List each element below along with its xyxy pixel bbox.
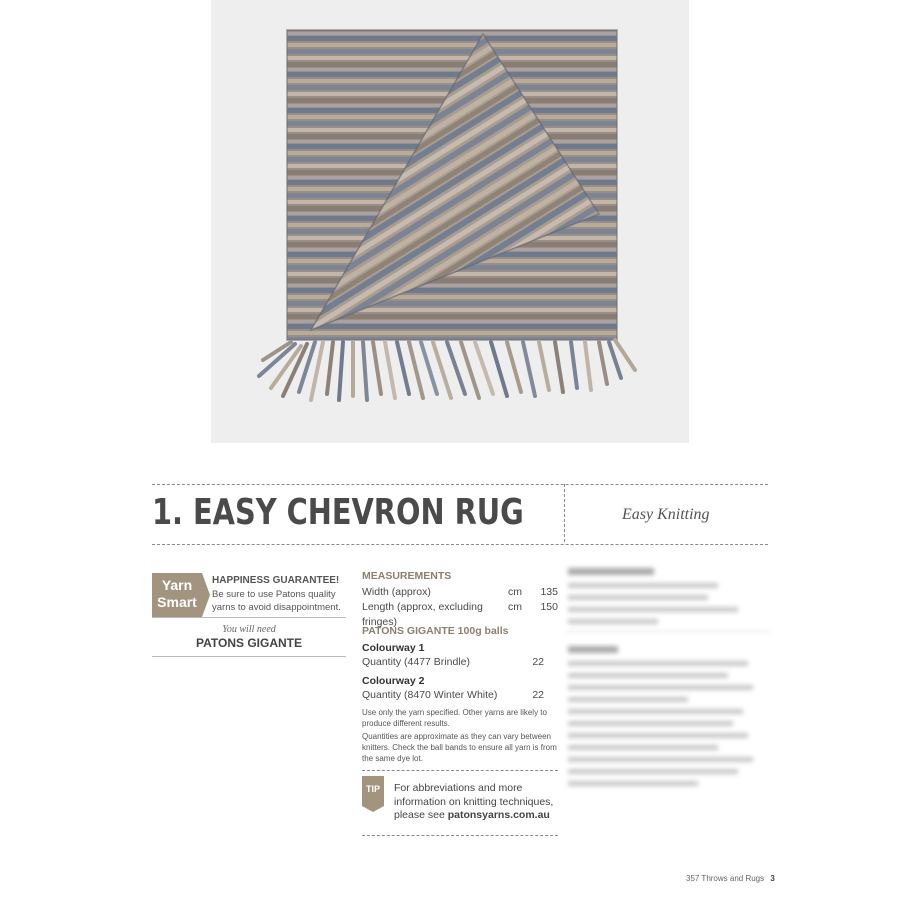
tip-top-rule (362, 770, 558, 771)
knitted-rug-icon (211, 0, 689, 443)
measurement-row (362, 585, 558, 600)
tip-text (394, 782, 558, 823)
pattern-title: 1. EASY CHEVRON RUG (152, 492, 524, 533)
colourway-1-label: Quantity (4477 Brindle) (362, 656, 470, 668)
yarn-smart-badge-arrow (202, 573, 210, 617)
colourway-2-value: 22 (532, 689, 544, 701)
blurred-line (568, 745, 718, 750)
yarn-smart-badge-line2: Smart (157, 594, 197, 610)
colourway-2-heading: Colourway 2 (362, 675, 425, 687)
blurred-instructions (568, 568, 768, 838)
title-top-rule (152, 484, 768, 485)
blurred-heading (568, 568, 654, 575)
yarn-smart-box (152, 573, 346, 617)
blurred-line (568, 685, 753, 690)
blurred-line (568, 673, 728, 678)
tip-bottom-rule (362, 835, 558, 836)
title-divider (564, 484, 565, 542)
blurred-line (568, 661, 748, 666)
yarn-heading: PATONS GIGANTE 100g balls (362, 625, 509, 637)
title-bottom-rule (152, 544, 768, 545)
colourway-2-row (362, 688, 558, 703)
rug-photo (211, 0, 689, 443)
yarn-smart-rule (152, 617, 346, 618)
tip-badge-label: TIP (365, 784, 380, 794)
colourway-1-row (362, 655, 558, 670)
yarn-smart-body: Be sure to use Patons quality yarns to avoid disappointment. (212, 589, 341, 613)
blurred-line (568, 595, 708, 600)
yarn-smart-heading: HAPPINESS GUARANTEE! (212, 575, 340, 586)
measurements-heading: MEASUREMENTS (362, 570, 452, 582)
blurred-line (568, 697, 688, 702)
tip-link[interactable]: patonsyarns.com.au (447, 809, 550, 821)
tip-badge-arrow (362, 806, 384, 812)
yarn-note-2: Quantities are approximate as they can vary between knitters. Check the ball bands to ensure all yarn is from the same dye lot. (362, 732, 557, 763)
blurred-line (568, 619, 658, 624)
blurred-line (568, 757, 753, 762)
page-footer (686, 874, 775, 883)
you-will-need-rule (152, 656, 346, 657)
you-will-need-value: PATONS GIGANTE (195, 636, 302, 650)
yarn-smart-badge-text (152, 577, 202, 611)
measurement-row (362, 600, 558, 628)
blurred-line (568, 781, 698, 786)
blurred-line (568, 709, 743, 714)
footer-page-number: 3 (770, 874, 775, 883)
materials-column (362, 570, 558, 764)
measurement-value: 135 (540, 586, 558, 598)
tip-body: For abbreviations and more information on knitting techniques, please see (394, 782, 554, 821)
colourway-2-label: Quantity (8470 Winter White) (362, 689, 498, 701)
blurred-line (568, 583, 718, 588)
title-band (152, 476, 768, 546)
blurred-line (568, 721, 733, 726)
blurred-heading (568, 646, 618, 653)
measurement-label: Width (approx) (362, 586, 431, 598)
measurement-label: Length (approx, excluding fringes) (362, 601, 483, 628)
blurred-rule (568, 631, 768, 632)
difficulty-label: Easy Knitting (622, 506, 710, 523)
measurement-value: 150 (540, 601, 558, 613)
measurement-unit: cm (508, 586, 522, 598)
blurred-line (568, 769, 738, 774)
footer-booklet: 357 Throws and Rugs (686, 874, 765, 883)
measurement-unit: cm (508, 601, 522, 613)
yarn-smart-badge-line1: Yarn (161, 577, 193, 593)
blurred-line (568, 733, 748, 738)
blurred-line (568, 607, 738, 612)
colourway-1-value: 22 (532, 656, 544, 668)
yarn-note-1: Use only the yarn specified. Other yarns are likely to produce different results. (362, 708, 547, 728)
you-will-need-label: You will need (222, 624, 276, 635)
colourway-1-heading: Colourway 1 (362, 642, 425, 654)
